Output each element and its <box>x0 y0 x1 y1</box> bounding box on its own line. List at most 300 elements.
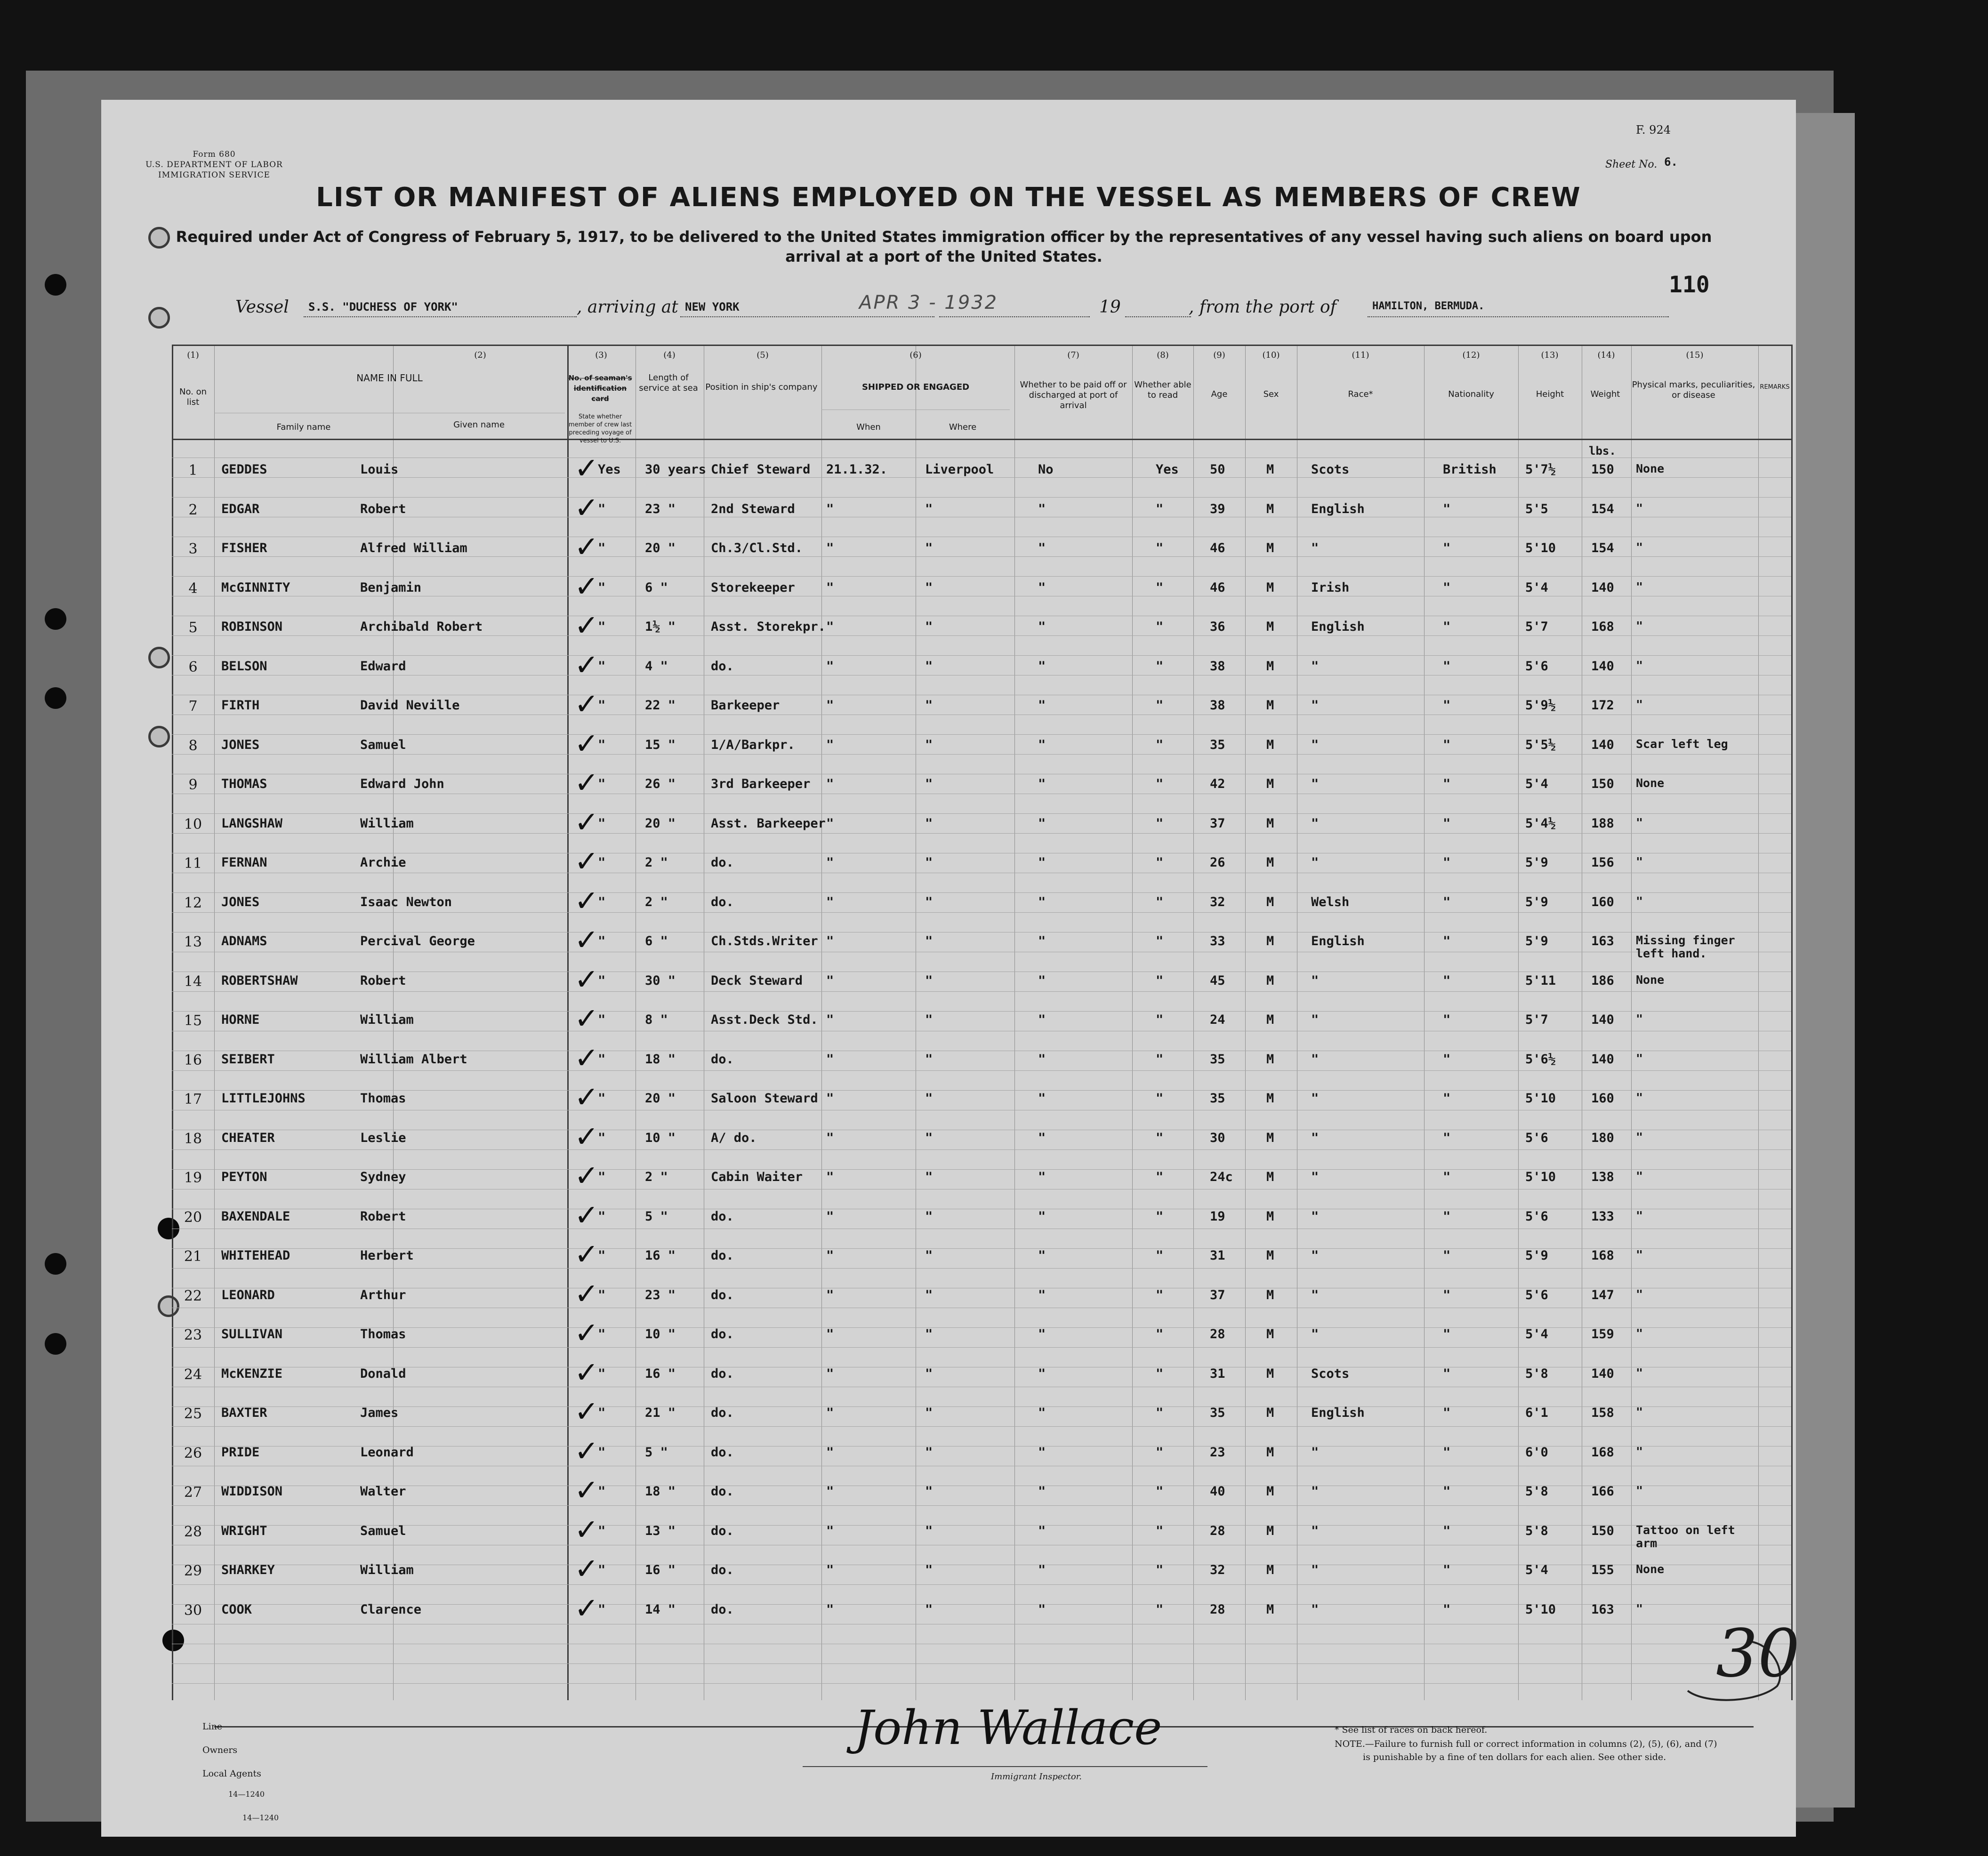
cell-length-service: 23 " <box>645 501 676 516</box>
check-mark: ✓ <box>574 1276 599 1311</box>
document-title: LIST OR MANIFEST OF ALIENS EMPLOYED ON THE VESSEL AS MEMBERS OF CREW <box>316 182 1581 213</box>
cell-where: " <box>925 1091 933 1106</box>
cell-family-name: WRIGHT <box>221 1523 267 1538</box>
cell-family-name: COOK <box>221 1602 252 1617</box>
cell-race: " <box>1311 541 1319 555</box>
fine-note-line-1: NOTE.—Failure to furnish full or correct information in columns (2), (5), (6), and (7) <box>1335 1739 1717 1749</box>
cell-position: do. <box>711 1287 734 1302</box>
cell-when: " <box>826 1287 834 1302</box>
cell-row-number: 26 <box>184 1445 202 1462</box>
cell-paid-off: " <box>1038 1484 1046 1499</box>
cell-prev-voyage: " <box>598 1523 606 1538</box>
cell-weight: 159 <box>1591 1327 1614 1342</box>
cell-where: " <box>925 894 933 909</box>
cell-prev-voyage: " <box>598 1602 606 1617</box>
table-row <box>172 844 1791 890</box>
cell-age: 28 <box>1210 1602 1225 1617</box>
cell-age: 31 <box>1210 1366 1225 1381</box>
cell-weight: 140 <box>1591 1366 1614 1381</box>
cell-where: " <box>925 777 933 791</box>
cell-length-service: 30 " <box>645 973 676 988</box>
cell-position: 3rd Barkeeper <box>711 777 811 791</box>
cell-weight: 163 <box>1591 934 1614 948</box>
document-subtitle <box>167 227 1721 266</box>
cell-physical-marks: " <box>1636 1012 1643 1026</box>
cell-paid-off: " <box>1038 580 1046 595</box>
cell-nationality: " <box>1443 541 1451 555</box>
cell-prev-voyage: " <box>598 855 606 870</box>
cell-prev-voyage: " <box>598 501 606 516</box>
cell-row-number: 27 <box>184 1484 202 1501</box>
cell-able-read: " <box>1156 1287 1164 1302</box>
table-row <box>172 1591 1791 1637</box>
cell-given-name: Louis <box>360 462 399 477</box>
cell-able-read: Yes <box>1156 462 1179 477</box>
cell-height: 5'5 <box>1525 501 1548 516</box>
cell-position: do. <box>711 894 734 909</box>
check-mark: ✓ <box>574 883 599 918</box>
column-number: (7) <box>1067 350 1079 360</box>
from-port: HAMILTON, BERMUDA. <box>1372 300 1485 312</box>
header-weight: Weight <box>1590 389 1620 399</box>
crew-manifest-table <box>172 345 1800 1700</box>
check-mark: ✓ <box>574 804 599 839</box>
cell-length-service: 30 years <box>645 462 707 477</box>
cell-given-name: Benjamin <box>360 580 422 595</box>
check-mark: ✓ <box>574 1197 599 1232</box>
cell-height: 5'8 <box>1525 1366 1548 1381</box>
cell-length-service: 5 " <box>645 1209 668 1224</box>
cell-weight: 172 <box>1591 698 1614 713</box>
cell-paid-off: " <box>1038 1209 1046 1224</box>
cell-position: do. <box>711 1484 734 1499</box>
cell-age: 37 <box>1210 816 1225 831</box>
binder-hole <box>45 687 66 709</box>
cell-given-name: Edward John <box>360 777 444 791</box>
department-name: U.S. DEPARTMENT OF LABOR <box>145 160 283 169</box>
cell-position: do. <box>711 1052 734 1067</box>
column-number: (9) <box>1213 350 1225 360</box>
header-prev-voyage-note: State whether member of crew last preceding voyage of vessel to U.S. <box>568 413 632 444</box>
cell-race: " <box>1311 1052 1319 1067</box>
cell-family-name: PEYTON <box>221 1170 267 1184</box>
cell-height: 5'9 <box>1525 855 1548 870</box>
cell-nationality: British <box>1443 462 1497 477</box>
cell-row-number: 23 <box>184 1327 202 1343</box>
cell-family-name: LITTLEJOHNS <box>221 1091 306 1106</box>
cell-weight: 140 <box>1591 580 1614 595</box>
header-nationality: Nationality <box>1448 389 1494 399</box>
cell-weight: 168 <box>1591 619 1614 634</box>
cell-height: 5'10 <box>1525 1602 1556 1617</box>
weight-unit: lbs. <box>1589 444 1616 458</box>
cell-length-service: 14 " <box>645 1602 676 1617</box>
cell-paid-off: " <box>1038 1248 1046 1263</box>
cell-row-number: 29 <box>184 1563 202 1579</box>
column-number: (5) <box>757 350 769 360</box>
cell-row-number: 24 <box>184 1366 202 1383</box>
cell-paid-off: " <box>1038 777 1046 791</box>
cell-where: " <box>925 619 933 634</box>
cell-physical-marks: " <box>1636 815 1643 829</box>
cell-position: Saloon Steward <box>711 1091 818 1106</box>
cell-height: 5'7½ <box>1525 462 1556 477</box>
cell-length-service: 16 " <box>645 1366 676 1381</box>
cell-prev-voyage: " <box>598 580 606 595</box>
cell-given-name: Percival George <box>360 934 475 948</box>
cell-race: English <box>1311 934 1365 948</box>
cell-position: Deck Steward <box>711 973 803 988</box>
header-paid-off: Whether to be paid off or discharged at port of arrival <box>1020 380 1127 410</box>
cell-prev-voyage: " <box>598 1366 606 1381</box>
cell-row-number: 12 <box>184 894 202 911</box>
cell-given-name: Archibald Robert <box>360 619 483 634</box>
binder-hole <box>45 274 66 296</box>
cell-physical-marks: " <box>1636 579 1643 594</box>
cell-length-service: 16 " <box>645 1248 676 1263</box>
cell-physical-marks: " <box>1636 1287 1643 1301</box>
cell-where: " <box>925 1484 933 1499</box>
cell-family-name: FERNAN <box>221 855 267 870</box>
cell-able-read: " <box>1156 1248 1164 1263</box>
cell-able-read: " <box>1156 1563 1164 1577</box>
cell-when: " <box>826 1523 834 1538</box>
cell-sex: M <box>1266 1563 1274 1577</box>
subtitle-line-1: Required under Act of Congress of February 5, 1917, to be delivered to the United States immigration officer by the representatives of any vessel having such aliens on board upon <box>176 228 1712 246</box>
cell-height: 5'6 <box>1525 1130 1548 1145</box>
cell-race: " <box>1311 816 1319 831</box>
cell-where: " <box>925 1248 933 1263</box>
vessel-line <box>101 292 1796 326</box>
cell-prev-voyage: " <box>598 619 606 634</box>
column-number: (11) <box>1352 350 1369 360</box>
table-row <box>172 1473 1791 1519</box>
cell-length-service: 2 " <box>645 1170 668 1184</box>
cell-family-name: LANGSHAW <box>221 816 283 831</box>
cell-age: 39 <box>1210 501 1225 516</box>
cell-able-read: " <box>1156 1170 1164 1184</box>
table-row <box>172 647 1791 694</box>
cell-race: Irish <box>1311 580 1350 595</box>
cell-given-name: Sydney <box>360 1170 406 1184</box>
cell-family-name: LEONARD <box>221 1287 275 1302</box>
check-mark: ✓ <box>574 1001 599 1036</box>
cell-nationality: " <box>1443 1445 1451 1460</box>
header-height: Height <box>1536 389 1564 399</box>
cell-able-read: " <box>1156 1091 1164 1106</box>
form-reference-lower: 14—1240 <box>242 1813 279 1822</box>
cell-nationality: " <box>1443 659 1451 674</box>
cell-row-number: 9 <box>188 777 198 793</box>
table-row <box>172 1316 1791 1362</box>
cell-family-name: CHEATER <box>221 1130 275 1145</box>
cell-height: 5'8 <box>1525 1523 1548 1538</box>
cell-position: do. <box>711 1366 734 1381</box>
header-position: Position in ship's company <box>705 382 818 392</box>
cell-physical-marks: " <box>1636 1091 1643 1104</box>
cell-when: " <box>826 1406 834 1420</box>
cell-row-number: 15 <box>184 1012 202 1029</box>
header-when: When <box>856 422 881 432</box>
cell-row-number: 6 <box>188 659 198 675</box>
column-number: (12) <box>1462 350 1480 360</box>
cell-age: 32 <box>1210 894 1225 909</box>
cell-weight: 140 <box>1591 737 1614 752</box>
cell-length-service: 15 " <box>645 737 676 752</box>
cell-physical-marks: Tattoo on left arm <box>1636 1523 1735 1550</box>
cell-height: 5'10 <box>1525 1170 1556 1184</box>
cell-length-service: 26 " <box>645 777 676 791</box>
cell-paid-off: " <box>1038 816 1046 831</box>
cell-nationality: " <box>1443 737 1451 752</box>
check-mark: ✓ <box>574 962 599 996</box>
cell-sex: M <box>1266 934 1274 948</box>
cell-family-name: JONES <box>221 737 260 752</box>
cell-row-number: 20 <box>184 1209 202 1226</box>
cell-paid-off: " <box>1038 1287 1046 1302</box>
cell-when: " <box>826 1563 834 1577</box>
cell-prev-voyage: Yes <box>598 462 621 477</box>
cell-physical-marks: " <box>1636 1130 1643 1144</box>
table-row <box>172 1276 1791 1323</box>
cell-nationality: " <box>1443 1052 1451 1067</box>
binder-hole <box>45 608 66 630</box>
cell-paid-off: " <box>1038 698 1046 713</box>
cell-sex: M <box>1266 1445 1274 1460</box>
check-mark: ✓ <box>574 1237 599 1271</box>
cell-race: " <box>1311 659 1319 674</box>
cell-row-number: 14 <box>184 973 202 990</box>
check-mark: ✓ <box>574 1040 599 1075</box>
grid-column-line <box>1791 345 1793 1700</box>
table-row <box>172 1080 1791 1126</box>
cell-physical-marks: " <box>1636 1484 1643 1497</box>
cell-paid-off: " <box>1038 1170 1046 1184</box>
cell-prev-voyage: " <box>598 1445 606 1460</box>
cell-nationality: " <box>1443 855 1451 870</box>
cell-given-name: Robert <box>360 1209 406 1224</box>
cell-sex: M <box>1266 1130 1274 1145</box>
cell-given-name: Leonard <box>360 1445 414 1460</box>
cell-paid-off: No <box>1038 462 1054 477</box>
check-mark: ✓ <box>574 844 599 878</box>
cell-physical-marks: None <box>1636 462 1665 475</box>
cell-family-name: THOMAS <box>221 777 267 791</box>
table-row <box>172 608 1791 654</box>
cell-age: 37 <box>1210 1287 1225 1302</box>
cell-row-number: 4 <box>188 580 198 597</box>
cell-where: " <box>925 1012 933 1027</box>
cell-prev-voyage: " <box>598 1170 606 1184</box>
cell-race: " <box>1311 1445 1319 1460</box>
cell-physical-marks: " <box>1636 1208 1643 1222</box>
table-row <box>172 1197 1791 1244</box>
cell-physical-marks: None <box>1636 1562 1665 1576</box>
check-mark: ✓ <box>574 1355 599 1390</box>
cell-race: " <box>1311 737 1319 752</box>
cell-row-number: 18 <box>184 1130 202 1147</box>
cell-sex: M <box>1266 1366 1274 1381</box>
cell-position: Barkeeper <box>711 698 780 713</box>
header-family-name: Family name <box>276 422 331 432</box>
cell-paid-off: " <box>1038 619 1046 634</box>
header-race: Race* <box>1348 389 1373 399</box>
arriving-label: , arriving at <box>577 297 678 317</box>
cell-able-read: " <box>1156 1602 1164 1617</box>
cell-paid-off: " <box>1038 894 1046 909</box>
cell-prev-voyage: " <box>598 1052 606 1067</box>
cell-able-read: " <box>1156 816 1164 831</box>
cell-where: Liverpool <box>925 462 994 477</box>
cell-able-read: " <box>1156 737 1164 752</box>
cell-length-service: 20 " <box>645 541 676 555</box>
cell-height: 5'6 <box>1525 1287 1548 1302</box>
table-row <box>172 765 1791 811</box>
cell-race: English <box>1311 1406 1365 1420</box>
cell-length-service: 10 " <box>645 1130 676 1145</box>
cell-when: " <box>826 1248 834 1263</box>
check-mark: ✓ <box>574 647 599 682</box>
cell-family-name: ADNAMS <box>221 934 267 948</box>
cell-family-name: FISHER <box>221 541 267 555</box>
cell-weight: 155 <box>1591 1563 1614 1577</box>
cell-nationality: " <box>1443 1130 1451 1145</box>
cell-able-read: " <box>1156 659 1164 674</box>
cell-paid-off: " <box>1038 1012 1046 1027</box>
cell-nationality: " <box>1443 1563 1451 1577</box>
cell-family-name: ROBERTSHAW <box>221 973 298 988</box>
cell-able-read: " <box>1156 1484 1164 1499</box>
cell-race: " <box>1311 1523 1319 1538</box>
cell-age: 36 <box>1210 619 1225 634</box>
cell-physical-marks: Scar left leg <box>1636 737 1728 751</box>
cell-race: " <box>1311 1248 1319 1263</box>
cell-paid-off: " <box>1038 855 1046 870</box>
cell-when: " <box>826 1484 834 1499</box>
cell-nationality: " <box>1443 1248 1451 1263</box>
cell-given-name: Thomas <box>360 1327 406 1342</box>
cell-position: Storekeeper <box>711 580 795 595</box>
cell-nationality: " <box>1443 698 1451 713</box>
cell-row-number: 21 <box>184 1248 202 1265</box>
column-number: (10) <box>1262 350 1280 360</box>
cell-where: " <box>925 1445 933 1460</box>
cell-when: 21.1.32. <box>826 462 888 477</box>
cell-when: " <box>826 1052 834 1067</box>
cell-able-read: " <box>1156 1130 1164 1145</box>
backing-sheet-edge <box>1794 113 1855 1808</box>
check-mark: ✓ <box>574 451 599 485</box>
cell-prev-voyage: " <box>598 934 606 948</box>
cell-row-number: 2 <box>188 501 198 518</box>
cell-family-name: BELSON <box>221 659 267 674</box>
cell-given-name: David Neville <box>360 698 460 713</box>
cell-when: " <box>826 1602 834 1617</box>
cell-physical-marks: " <box>1636 1169 1643 1183</box>
cell-physical-marks: " <box>1636 1601 1643 1615</box>
cell-paid-off: " <box>1038 934 1046 948</box>
cell-weight: 163 <box>1591 1602 1614 1617</box>
cell-nationality: " <box>1443 894 1451 909</box>
cell-sex: M <box>1266 737 1274 752</box>
cell-sex: M <box>1266 1012 1274 1027</box>
cell-prev-voyage: " <box>598 1012 606 1027</box>
check-mark: ✓ <box>574 1433 599 1468</box>
header-age: Age <box>1211 389 1228 399</box>
cell-physical-marks: " <box>1636 540 1643 554</box>
cell-prev-voyage: " <box>598 1091 606 1106</box>
cell-position: do. <box>711 1602 734 1617</box>
cell-physical-marks: " <box>1636 1366 1643 1380</box>
cell-nationality: " <box>1443 1484 1451 1499</box>
cell-given-name: Edward <box>360 659 406 674</box>
cell-position: Asst. Storekpr. <box>711 619 826 634</box>
table-row <box>172 726 1791 772</box>
cell-where: " <box>925 1287 933 1302</box>
cell-given-name: Walter <box>360 1484 406 1499</box>
check-mark: ✓ <box>574 1591 599 1625</box>
cell-age: 33 <box>1210 934 1225 948</box>
cell-able-read: " <box>1156 619 1164 634</box>
cell-when: " <box>826 1445 834 1460</box>
cell-row-number: 17 <box>184 1091 202 1108</box>
cell-weight: 150 <box>1591 1523 1614 1538</box>
cell-height: 5'11 <box>1525 973 1556 988</box>
cell-height: 5'6 <box>1525 1209 1548 1224</box>
cell-able-read: " <box>1156 1012 1164 1027</box>
cell-family-name: WIDDISON <box>221 1484 283 1499</box>
binder-hole <box>148 726 170 747</box>
cell-row-number: 3 <box>188 541 198 557</box>
cell-height: 6'1 <box>1525 1406 1548 1420</box>
table-row <box>172 1040 1791 1087</box>
cell-position: Asst. Barkeeper <box>711 816 826 831</box>
cell-age: 50 <box>1210 462 1225 477</box>
cell-paid-off: " <box>1038 1602 1046 1617</box>
cell-when: " <box>826 737 834 752</box>
cell-able-read: " <box>1156 1209 1164 1224</box>
cell-position: do. <box>711 1563 734 1577</box>
cell-race: Scots <box>1311 1366 1350 1381</box>
cell-age: 32 <box>1210 1563 1225 1577</box>
sheet-number: 6. <box>1664 155 1678 169</box>
cell-given-name: Samuel <box>360 737 406 752</box>
cell-age: 23 <box>1210 1445 1225 1460</box>
column-number: (1) <box>187 350 199 360</box>
cell-sex: M <box>1266 973 1274 988</box>
table-row <box>172 687 1791 733</box>
cell-race: Scots <box>1311 462 1350 477</box>
cell-prev-voyage: " <box>598 1209 606 1224</box>
cell-where: " <box>925 1327 933 1342</box>
cell-row-number: 7 <box>188 698 198 715</box>
cell-paid-off: " <box>1038 973 1046 988</box>
cell-given-name: Isaac Newton <box>360 894 452 909</box>
cell-length-service: 21 " <box>645 1406 676 1420</box>
cell-position: Ch.3/Cl.Std. <box>711 541 803 555</box>
check-mark: ✓ <box>574 1551 599 1586</box>
cell-family-name: SEIBERT <box>221 1052 275 1067</box>
cell-where: " <box>925 580 933 595</box>
cell-sex: M <box>1266 816 1274 831</box>
cell-family-name: BAXTER <box>221 1406 267 1420</box>
cell-length-service: 18 " <box>645 1052 676 1067</box>
cell-given-name: Leslie <box>360 1130 406 1145</box>
cell-physical-marks: " <box>1636 1444 1643 1458</box>
grid-row-line <box>172 1663 1791 1664</box>
cell-sex: M <box>1266 1209 1274 1224</box>
cell-where: " <box>925 1130 933 1145</box>
